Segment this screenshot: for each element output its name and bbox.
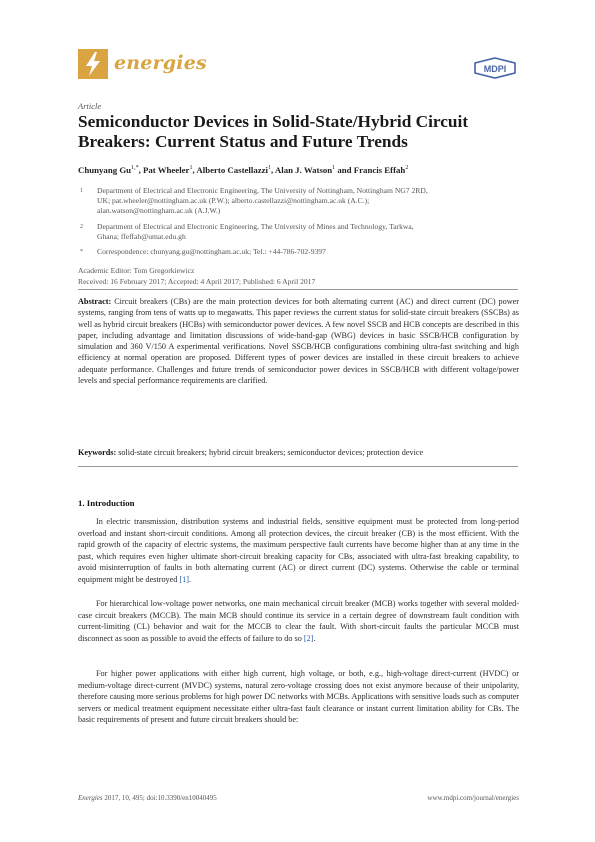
academic-editor: Academic Editor: Tom Gregorkiewicz — [78, 266, 195, 275]
author-affiliation-mark: 1 — [189, 165, 193, 172]
affiliation-number: * — [80, 249, 83, 255]
publisher-name: MDPI — [483, 64, 507, 74]
footer-url[interactable]: www.mdpi.com/journal/energies — [427, 794, 519, 802]
author-name: Pat Wheeler — [142, 165, 190, 175]
keywords-label: Keywords: — [78, 448, 117, 457]
lightning-icon — [78, 49, 108, 79]
affiliation-number: 2 — [80, 224, 83, 230]
body-paragraph: For hierarchical low-voltage power networks, one main mechanical circuit breaker (MCB) works together with several molded-case circuit breakers (MCCB). The main MCB should continue its service in a certain degree of downstream fault condition with current-limiting (CL) behavior and wait for the MCCB to clear the fault. With short-circuit faults the particular MCCB must disconnect as soon as possible to avoid the effects of failure to do so [2]. — [78, 599, 519, 643]
article-type: Article — [78, 101, 102, 111]
affiliation-1: 1 Department of Electrical and Electronic Engineering, The University of Nottingham, Nottingham NG7 2RD, UK; pat.wheeler@nottingham.ac.uk (P.W.); alberto.castellazzi@nottingham.ac.uk (A.C.); alan.watson@nottingham.ac.uk (A.J.W.) — [80, 186, 428, 215]
keywords — [78, 448, 519, 457]
abstract-label: Abstract: — [78, 297, 112, 306]
author-affiliation-mark: 1,* — [131, 165, 139, 172]
article-title: Semiconductor Devices in Solid-State/Hybrid Circuit Breakers: Current Status and Future Trends — [78, 112, 469, 151]
author-affiliation-mark: 1 — [267, 165, 271, 172]
citation-link[interactable]: [2] — [303, 633, 314, 643]
divider — [78, 466, 518, 467]
journal-logo — [78, 49, 108, 79]
affiliation-number: 1 — [80, 188, 83, 194]
author-affiliation-mark: 1 — [332, 165, 336, 172]
publication-dates: Received: 16 February 2017; Accepted: 4 April 2017; Published: 6 April 2017 — [78, 277, 316, 286]
footer-citation: Energies 2017, 10, 495; doi:10.3390/en10040495 — [78, 794, 217, 802]
affiliation-2: 2 Department of Electrical and Electronic Engineering, The University of Mines and Technology, Tarkwa, Ghana; ffeffah@umat.edu.gh — [80, 222, 414, 241]
author-name: Alan J. Watson — [274, 165, 333, 175]
publisher-logo — [473, 57, 517, 79]
correspondence: * Correspondence: chunyang.gu@nottingham.ac.uk; Tel.: +44-786-702-9397 — [80, 247, 326, 256]
author-name: Chunyang Gu — [78, 165, 132, 175]
abstract — [78, 296, 519, 386]
author-name: Alberto Castellazzi — [196, 165, 268, 175]
keywords-text: solid-state circuit breakers; hybrid circuit breakers; semiconductor devices; protection device — [118, 448, 424, 457]
citation-link[interactable]: [1] — [179, 574, 189, 584]
author-name: Francis Effah — [353, 165, 406, 175]
footer-journal: Energies — [78, 794, 103, 802]
author-affiliation-mark: 2 — [405, 165, 409, 172]
body-paragraph: For higher power applications with either high current, high voltage, or both, e.g., high-voltage direct-current (HVDC) or medium-voltage direct-current (MVDC) systems, natural zero-voltage crossing does not exist anymore because of their unipolarity, therefore causing more serious problems for high power DC networks with MCBs. Applications with sensitive loads such as computer servers or medical treatment equipment necessitate either ultra-fast fault clearance or instant current limitation ability for CBs. The basic requirements of present and future circuit breakers should be: — [78, 669, 519, 725]
abstract-text: Circuit breakers (CBs) are the main protection devices for both alternating current (AC) and direct current (DC) power systems, ranging from tens of watts up to megawatts. This paper reviews the current status for solid-state circuit breakers (SSCBs) as well as hybrid circuit breakers (HCBs) with semiconductor power devices. A few novel SSCB and HCB concepts are described in this paper, including advantage and limitation discussions of wide-band-gap (WBG) devices in basic SSCB/HCB configuration by simulation and 360 V/150 A experimental verifications. Novel SSCB/HCB configurations combining ultra-fast switching and high efficiency at normal operation are proposed. Different types of power devices are installed in these circuit breakers to achieve adequate performance. Challenges and future trends of semiconductor power devices in SSCB/HCB with different voltage/power levels and special performance requirements are clarified. — [78, 297, 519, 385]
journal-name: energies — [114, 52, 207, 74]
section-heading: 1. Introduction — [78, 498, 135, 508]
body-paragraph: In electric transmission, distribution systems and industrial fields, sensitive equipment must be protected from long-period overload and instant short-circuit conditions. Among all protection devices, the circuit breaker (CB) is the most efficient. With the rapid growth of the capacity of electric systems, the maximum perspective fault currents have become higher than at any time in the past, which requires even higher ultimate short-circuit breaking capacity for CBs, associated with ultra-fast breaking capability, to avoid misinterruption of faults in both alternating current (AC) or direct current (DC) systems. Otherwise the cable or terminal equipment might be destroyed [1]. — [78, 517, 519, 584]
divider — [78, 289, 518, 290]
author-list: Chunyang $Gu^{1,*}$, Pat Wheeler$^1$, Alberto Castellazzi$^1$, Alan J. Watson$^1$ and Francis Effah$^2$ — [78, 165, 409, 175]
